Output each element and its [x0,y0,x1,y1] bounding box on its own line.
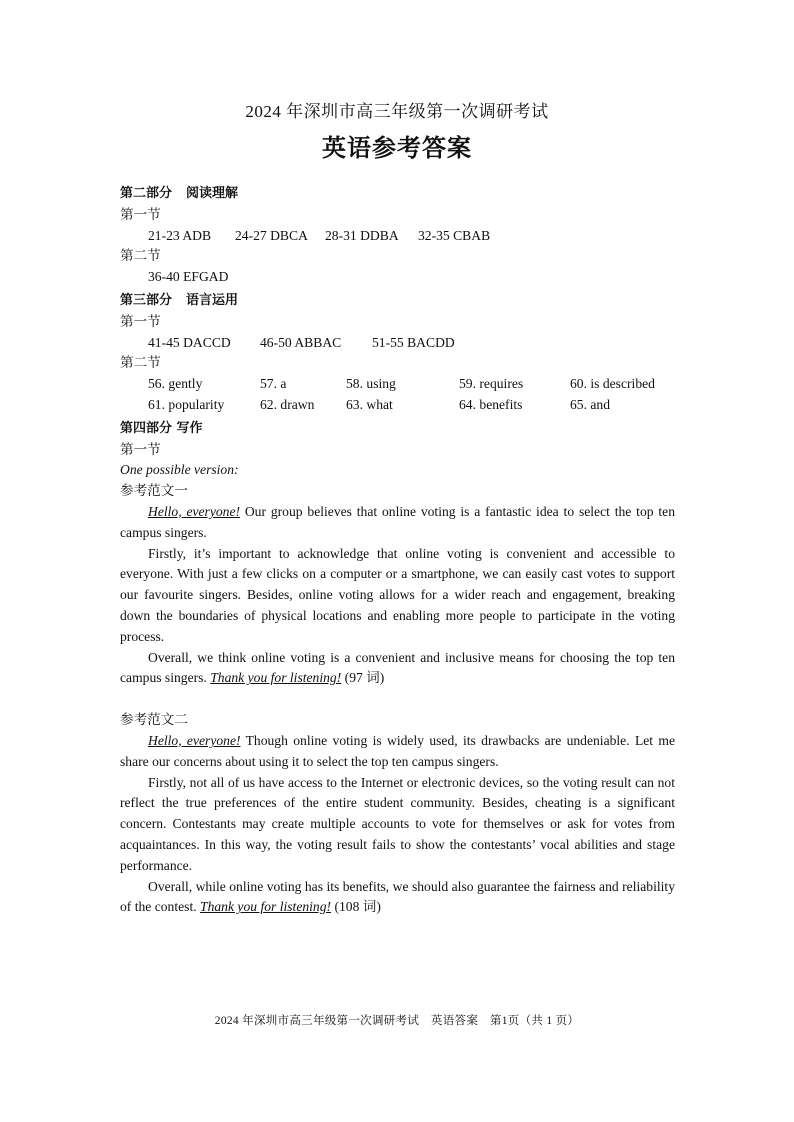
answer-group: 24-27 DBCA [235,227,308,243]
answer-group: 32-35 CBAB [418,227,491,243]
essay2-paragraph3: Overall, while online voting has its benefits, we should also guarantee the fairness and reliability of the contest. Thank you for listening! (108 词) [120,878,675,915]
answer-group: 28-31 DDBA [325,227,399,243]
part2-heading: 第二部分 阅读理解 [120,186,239,201]
grid-answer: 62. drawn [260,396,315,412]
grid-answer: 63. what [346,396,393,412]
part2-section1-label: 第一节 [120,206,161,222]
answer-group: 46-50 ABBAC [260,334,342,350]
part3-heading: 第三部分 语言运用 [120,292,239,308]
closing: Thank you for listening! [210,670,342,686]
essay1-paragraph3: Overall, we think online voting is a convenient and inclusive means for choosing the top ten campus singers. Thank you for listening! (97 词) [120,649,675,686]
part3-section1-label: 第一节 [120,313,161,329]
part3-section2-label: 第二节 [120,355,161,371]
essay2-paragraph1: Hello, everyone! Though online voting is widely used, its drawbacks are undeniable. Let me share our concerns about using it to select the top ten campus singers. [120,732,675,769]
greeting: Hello, everyone! [148,503,241,519]
part2-section1-answers [120,226,675,247]
part4-heading: 第四部分 写作 [120,420,203,436]
essay2-paragraph2: Firstly, not all of us have access to the Internet or electronic devices, so the voting result can not reflect the true preferences of the entire student community. Besides, cheating is a significant concern. Contestants may create multiple accounts to vote for themselves or ask for votes from acquaintances. In this way, the voting result fails to show the contestants’ vocal abilities and stage performance. [120,774,675,873]
essay1-paragraph2: Firstly, it’s important to acknowledge that online voting is convenient and accessible to everyone. With just a few clicks on a computer or a smartphone, we can easily cast votes to support our favourite singers. Besides, online voting allows for a wider reach and engagement, breaking down the boundaries of physical locations and enabling more people to participate in the voting process. [120,545,675,644]
answer-group: 51-55 BACDD [372,334,455,350]
closing: Thank you for listening! [200,899,332,915]
answer-content [120,184,675,918]
part4-section1-label: 第一节 [120,441,161,457]
part2-section2-answers [120,267,675,288]
page-footer: 2024 年深圳市高三年级第一次调研考试 英语答案 第1页（共 1 页） [214,1015,580,1027]
grid-answer: 64. benefits [459,396,523,412]
exam-title: 2024 年深圳市高三年级第一次调研考试 [245,102,549,121]
grid-answer: 59. requires [459,376,524,392]
answer-key-title: 英语参考答案 [322,136,472,162]
grid-answer: 65. and [570,396,611,412]
answer-group: 21-23 ADB [148,227,212,243]
greeting: Hello, everyone! [148,732,241,748]
grid-answer: 60. is described [570,376,655,392]
part2-section2-label: 第二节 [120,248,161,264]
grid-answer: 61. popularity [148,396,225,412]
essay2-label: 参考范文二 [120,712,188,728]
part3-section1-answers [120,333,675,354]
answer-group: 41-45 DACCD [148,334,231,350]
grid-answer: 57. a [260,376,287,392]
grid-answer: 58. using [346,376,396,392]
version-label: One possible version: [120,462,239,478]
grid-answer: 56. gently [148,376,203,392]
word-count: (108 词) [331,899,381,915]
part3-section2-grid [120,374,675,416]
essay1-label: 参考范文一 [120,483,188,499]
essay1-paragraph1: Hello, everyone! Our group believes that online voting is a fantastic idea to select the top ten campus singers. [120,503,675,540]
word-count: (97 词) [341,670,385,686]
answer-group: 36-40 EFGAD [148,269,229,285]
